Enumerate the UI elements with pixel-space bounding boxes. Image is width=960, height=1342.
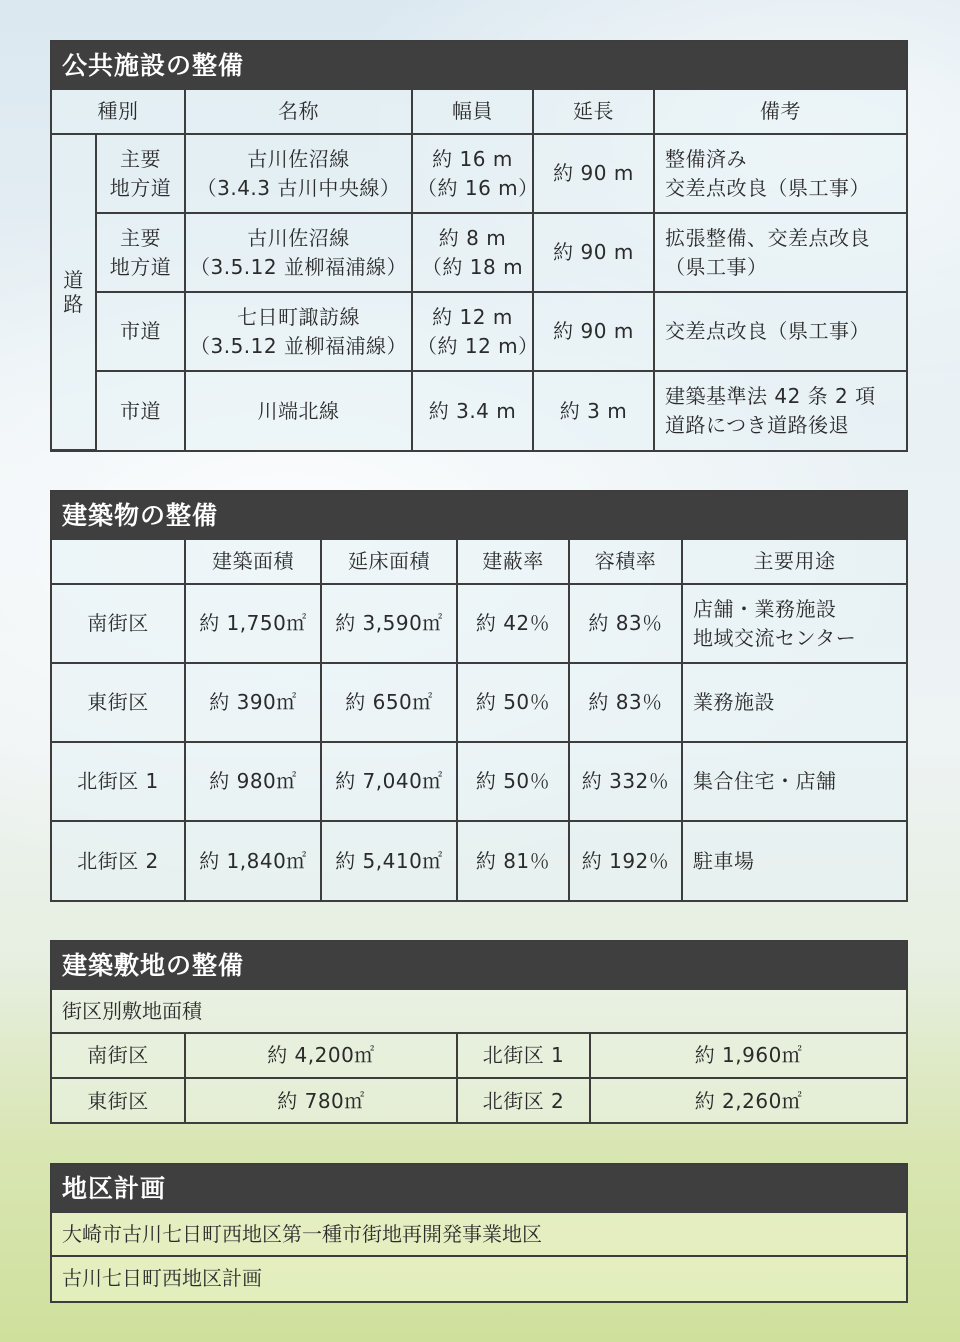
road-width: 約 3.4 m [412,371,533,450]
header-building-area: 建築面積 [185,540,321,584]
table-row [52,292,906,371]
coverage-ratio: 約 81％ [457,821,569,900]
site-district-name: 東街区 [52,1078,185,1123]
road-name: 古川佐沼線 （3.4.3 古川中央線） [185,134,412,213]
header-name: 名称 [185,90,412,134]
header-far: 容積率 [569,540,682,584]
road-name: 川端北線 [185,371,412,450]
road-length: 約 90 m [533,292,654,371]
site-title: 建築敷地の整備 [52,942,906,990]
road-type: 市道 [96,371,185,450]
road-length: 約 90 m [533,134,654,213]
table-row [52,663,906,742]
header-length: 延長 [533,90,654,134]
site-district-name: 北街区 1 [457,1033,590,1078]
header-blank [52,540,185,584]
road-width: 約 16 m （約 16 m） [412,134,533,213]
road-name: 古川佐沼線 （3.5.12 並柳福浦線） [185,213,412,292]
site-section [50,940,908,1124]
site-area: 約 1,960㎡ [590,1033,906,1078]
floor-area-ratio: 約 332％ [569,742,682,821]
road-length: 約 3 m [533,371,654,450]
coverage-ratio: 約 42％ [457,584,569,663]
header-type: 種別 [52,90,185,134]
road-note: 拡張整備、交差点改良 （県工事） [654,213,906,292]
district-name: 東街区 [52,663,185,742]
public-facilities-table [52,90,906,451]
table-row [52,371,906,450]
site-district-name: 北街区 2 [457,1078,590,1123]
table-row [52,1033,906,1078]
table-row [52,584,906,663]
primary-use: 業務施設 [682,663,906,742]
road-note: 交差点改良（県工事） [654,292,906,371]
header-use: 主要用途 [682,540,906,584]
floor-area-ratio: 約 83％ [569,584,682,663]
header-floor-area: 延床面積 [321,540,457,584]
table-row [52,134,906,213]
district-name: 北街区 1 [52,742,185,821]
floor-area-ratio: 約 83％ [569,663,682,742]
building-area: 約 1,750㎡ [185,584,321,663]
floor-area: 約 7,040㎡ [321,742,457,821]
header-note: 備考 [654,90,906,134]
district-plan-item: 古川七日町西地区計画 [52,1255,906,1299]
primary-use: 店舗・業務施設 地域交流センター [682,584,906,663]
district-plan-section [50,1163,908,1303]
public-facilities-title: 公共施設の整備 [52,42,906,90]
road-name: 七日町諏訪線 （3.5.12 並柳福浦線） [185,292,412,371]
site-table [52,1032,906,1123]
buildings-table [52,540,906,900]
site-subtitle: 街区別敷地面積 [62,999,202,1023]
road-type: 主要 地方道 [96,134,185,213]
building-area: 約 980㎡ [185,742,321,821]
header-coverage: 建蔽率 [457,540,569,584]
district-name: 北街区 2 [52,821,185,900]
road-group-label: 道路 [52,134,96,450]
floor-area: 約 5,410㎡ [321,821,457,900]
road-type: 主要 地方道 [96,213,185,292]
coverage-ratio: 約 50％ [457,742,569,821]
road-type: 市道 [96,292,185,371]
floor-area: 約 650㎡ [321,663,457,742]
site-area: 約 4,200㎡ [185,1033,457,1078]
district-plan-item: 大崎市古川七日町西地区第一種市街地再開発事業地区 [62,1222,542,1246]
district-plan-title: 地区計画 [52,1165,906,1213]
road-length: 約 90 m [533,213,654,292]
primary-use: 集合住宅・店舗 [682,742,906,821]
building-area: 約 1,840㎡ [185,821,321,900]
road-note: 整備済み 交差点改良（県工事） [654,134,906,213]
road-width: 約 8 m （約 18 m [412,213,533,292]
coverage-ratio: 約 50％ [457,663,569,742]
site-area: 約 780㎡ [185,1078,457,1123]
district-name: 南街区 [52,584,185,663]
building-area: 約 390㎡ [185,663,321,742]
floor-area: 約 3,590㎡ [321,584,457,663]
primary-use: 駐車場 [682,821,906,900]
buildings-section [50,490,908,902]
table-row [52,1078,906,1123]
table-row [52,821,906,900]
table-row [52,742,906,821]
road-note: 建築基準法 42 条 2 項 道路につき道路後退 [654,371,906,450]
table-row [52,213,906,292]
buildings-title: 建築物の整備 [52,492,906,540]
site-district-name: 南街区 [52,1033,185,1078]
header-width: 幅員 [412,90,533,134]
site-area: 約 2,260㎡ [590,1078,906,1123]
public-facilities-section [50,40,908,452]
floor-area-ratio: 約 192％ [569,821,682,900]
road-width: 約 12 m （約 12 m） [412,292,533,371]
